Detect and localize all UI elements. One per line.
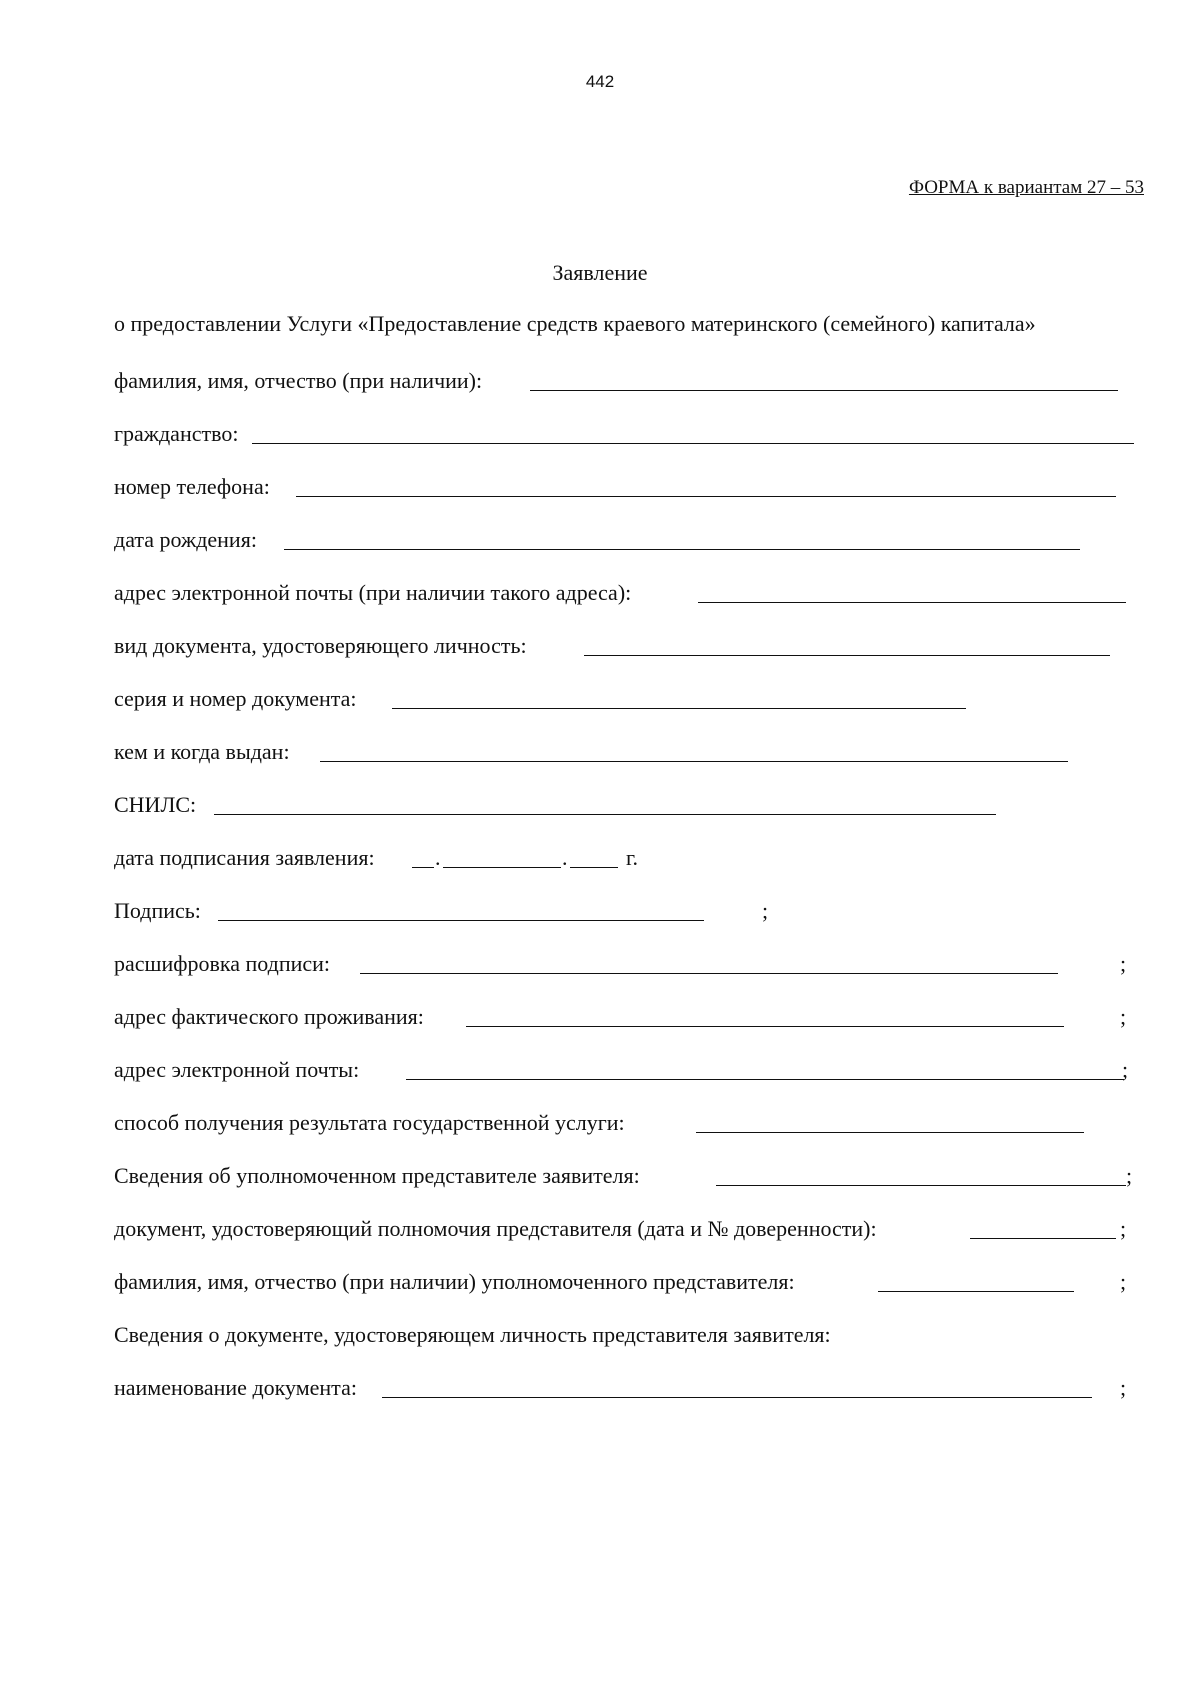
field-label: способ получения результата государственной услуги: bbox=[114, 1110, 625, 1135]
field-signature-decoding bbox=[114, 949, 1134, 1002]
field-result-method bbox=[114, 1108, 1134, 1161]
form-fields bbox=[114, 366, 1134, 1426]
field-email bbox=[114, 1055, 1134, 1108]
semicolon: ; bbox=[1120, 1269, 1127, 1294]
semicolon: ; bbox=[1122, 1057, 1129, 1082]
field-label: Сведения об уполномоченном представителе заявителя: bbox=[114, 1163, 640, 1188]
semicolon: ; bbox=[1120, 1216, 1127, 1241]
email-if-any-blank[interactable] bbox=[698, 602, 1126, 603]
field-label: дата подписания заявления: bbox=[114, 845, 375, 870]
field-label: адрес электронной почты (при наличии такого адреса): bbox=[114, 580, 632, 605]
signature-decoding-blank[interactable] bbox=[360, 973, 1058, 974]
page-number: 442 bbox=[585, 72, 615, 91]
semicolon: ; bbox=[1120, 951, 1127, 976]
date-separator: . bbox=[562, 845, 568, 870]
field-label: вид документа, удостоверяющего личность: bbox=[114, 633, 527, 658]
issued-by-blank[interactable] bbox=[320, 761, 1068, 762]
field-label: серия и номер документа: bbox=[114, 686, 357, 711]
field-label: адрес фактического проживания: bbox=[114, 1004, 424, 1029]
field-label: наименование документа: bbox=[114, 1375, 357, 1400]
field-representative-name bbox=[114, 1267, 1134, 1320]
document-title: Заявление bbox=[552, 260, 648, 285]
field-representative-info bbox=[114, 1161, 1134, 1214]
citizenship-blank[interactable] bbox=[252, 443, 1134, 444]
representative-name-blank[interactable] bbox=[878, 1291, 1074, 1292]
form-reference: ФОРМА к вариантам 27 – 53 bbox=[908, 177, 1144, 198]
semicolon: ; bbox=[1120, 1375, 1127, 1400]
field-label: номер телефона: bbox=[114, 474, 270, 499]
field-doc-series-number bbox=[114, 684, 1134, 737]
semicolon: ; bbox=[1120, 1004, 1127, 1029]
result-method-blank[interactable] bbox=[696, 1132, 1084, 1133]
doc-series-number-blank[interactable] bbox=[392, 708, 966, 709]
field-signing-date bbox=[114, 843, 1134, 896]
field-doc-name bbox=[114, 1373, 1134, 1426]
signing-month-blank[interactable] bbox=[443, 867, 561, 868]
field-representative-id-info bbox=[114, 1320, 1134, 1373]
birth-date-blank[interactable] bbox=[284, 549, 1080, 550]
field-label: документ, удостоверяющий полномочия представителя (дата и № доверенности): bbox=[114, 1216, 877, 1241]
semicolon: ; bbox=[1126, 1163, 1133, 1188]
field-birth-date bbox=[114, 525, 1134, 578]
email-blank[interactable] bbox=[406, 1079, 1124, 1080]
field-email-if-any bbox=[114, 578, 1134, 631]
field-label: адрес электронной почты: bbox=[114, 1057, 360, 1082]
field-id-doc-type bbox=[114, 631, 1134, 684]
field-label: СНИЛС: bbox=[114, 792, 197, 817]
field-signature bbox=[114, 896, 1134, 949]
phone-blank[interactable] bbox=[296, 496, 1116, 497]
date-separator: . bbox=[435, 845, 441, 870]
field-citizenship bbox=[114, 419, 1134, 472]
field-phone bbox=[114, 472, 1134, 525]
field-label: расшифровка подписи: bbox=[114, 951, 331, 976]
field-label: фамилия, имя, отчество (при наличии) уполномоченного представителя: bbox=[114, 1269, 795, 1294]
semicolon: ; bbox=[762, 898, 769, 923]
snils-blank[interactable] bbox=[214, 814, 996, 815]
field-label: кем и когда выдан: bbox=[114, 739, 290, 764]
field-representative-doc bbox=[114, 1214, 1134, 1267]
field-label: Сведения о документе, удостоверяющем личность представителя заявителя: bbox=[114, 1322, 831, 1347]
field-actual-address bbox=[114, 1002, 1134, 1055]
field-issued-by bbox=[114, 737, 1134, 790]
signing-year-blank[interactable] bbox=[570, 867, 618, 868]
field-full-name bbox=[114, 366, 1134, 419]
signature-blank[interactable] bbox=[218, 920, 704, 921]
field-snils bbox=[114, 790, 1134, 843]
field-label: дата рождения: bbox=[114, 527, 257, 552]
representative-doc-blank[interactable] bbox=[970, 1238, 1116, 1239]
full-name-blank[interactable] bbox=[530, 390, 1118, 391]
year-suffix: г. bbox=[626, 845, 639, 870]
field-label: фамилия, имя, отчество (при наличии): bbox=[114, 368, 483, 393]
actual-address-blank[interactable] bbox=[466, 1026, 1064, 1027]
signing-day-blank[interactable] bbox=[412, 867, 434, 868]
doc-name-blank[interactable] bbox=[382, 1397, 1092, 1398]
document-subtitle: о предоставлении Услуги «Предоставление средств краевого материнского (семейного) капитала» bbox=[114, 311, 1036, 336]
field-label: Подпись: bbox=[114, 898, 201, 923]
representative-info-blank[interactable] bbox=[716, 1185, 1126, 1186]
field-label: гражданство: bbox=[114, 421, 239, 446]
id-doc-type-blank[interactable] bbox=[584, 655, 1110, 656]
